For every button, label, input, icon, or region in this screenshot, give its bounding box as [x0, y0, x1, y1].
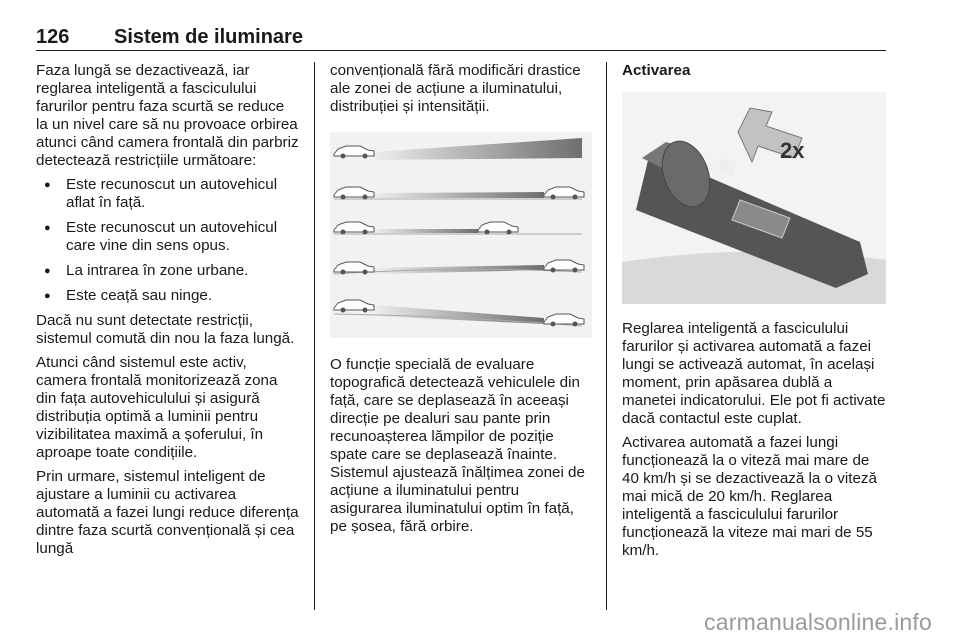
header-divider: [36, 50, 886, 51]
column-left: [36, 62, 300, 564]
paragraph: Reglarea inteligentă a fasciculului farurilor și activarea automată a fazei lungi se activează automat, în același moment, prin apăsarea dublă a manetei indicatorului. Ele pot fi activate dacă contactul este cuplat.: [622, 320, 886, 427]
beam-oncoming: [334, 187, 584, 200]
column-right: [622, 62, 888, 566]
beam-preceding: [334, 222, 582, 235]
intro-paragraph: Faza lungă se dezactivează, iar reglarea inteligentă a fasciculului farurilor pentru faza scurtă se reduce la un nivel care să nu provoace orbirea atunci când camera frontală din parbriz detectează restricțiile următoare:: [36, 62, 299, 169]
double-press-label: 2x: [780, 138, 805, 163]
paragraph: Atunci când sistemul este activ, camera frontală monitorizează zona din fața autovehiculului și asigură distribuția optimă a luminii pentru vizibilitatea maximă a șoferului, în aproape toate condițiile.: [36, 354, 278, 461]
column-middle: [330, 62, 594, 542]
column-divider-2: [606, 62, 607, 610]
paragraph: Prin urmare, sistemul inteligent de ajustare a luminii cu activarea automată a fazei lungi reduce diferența dintre faza scurtă convențională și cea lungă: [36, 468, 299, 557]
paragraph: O funcție specială de evaluare topografică detectează vehiculele din față, care se deplasează în aceeași direcție pe dealuri sau pante prin recunoașterea lămpilor de poziție spate care se deplasează înainte. Sistemul ajustează înălțimea zonei de acțiune a iluminatului pentru asigurarea iluminatului optim în față, pe șosea, fără orbire.: [330, 356, 585, 535]
page-header: [36, 26, 886, 50]
column-divider-1: [314, 62, 315, 610]
activation-heading: Activarea: [622, 62, 691, 79]
page-number: 126: [36, 26, 70, 48]
beam-distribution-illustration: [330, 132, 592, 338]
list-item: ● Este recunoscut un autovehicul care vine din sens opus.: [36, 219, 300, 255]
indicator-stalk-illustration: [622, 92, 886, 304]
paragraph: convențională fără modificări drastice ale zonei de acțiune a iluminatului, distribuției și intensității.: [330, 62, 581, 115]
beam-hill: [334, 260, 584, 275]
watermark: carmanualsonline.info: [704, 609, 932, 635]
beam-slope: [334, 300, 584, 327]
list-item: ● Este ceață sau ninge.: [36, 287, 300, 305]
list-item: ● Este recunoscut un autovehicul aflat în față.: [36, 176, 300, 212]
restriction-list: [36, 176, 300, 305]
list-item: ● La intrarea în zone urbane.: [36, 262, 300, 280]
beam-high: [334, 138, 582, 160]
paragraph: Dacă nu sunt detectate restricții, sistemul comută din nou la faza lungă.: [36, 312, 295, 347]
paragraph: Activarea automată a fazei lungi funcționează la o viteză mai mare de 40 km/h și se dezactivează la o viteză mai mică de 20 km/h. Reglarea inteligentă a fasciculului farurilor funcționează la viteze mai mari de 55 km/h.: [622, 434, 877, 559]
section-title: Sistem de iluminare: [114, 26, 303, 48]
